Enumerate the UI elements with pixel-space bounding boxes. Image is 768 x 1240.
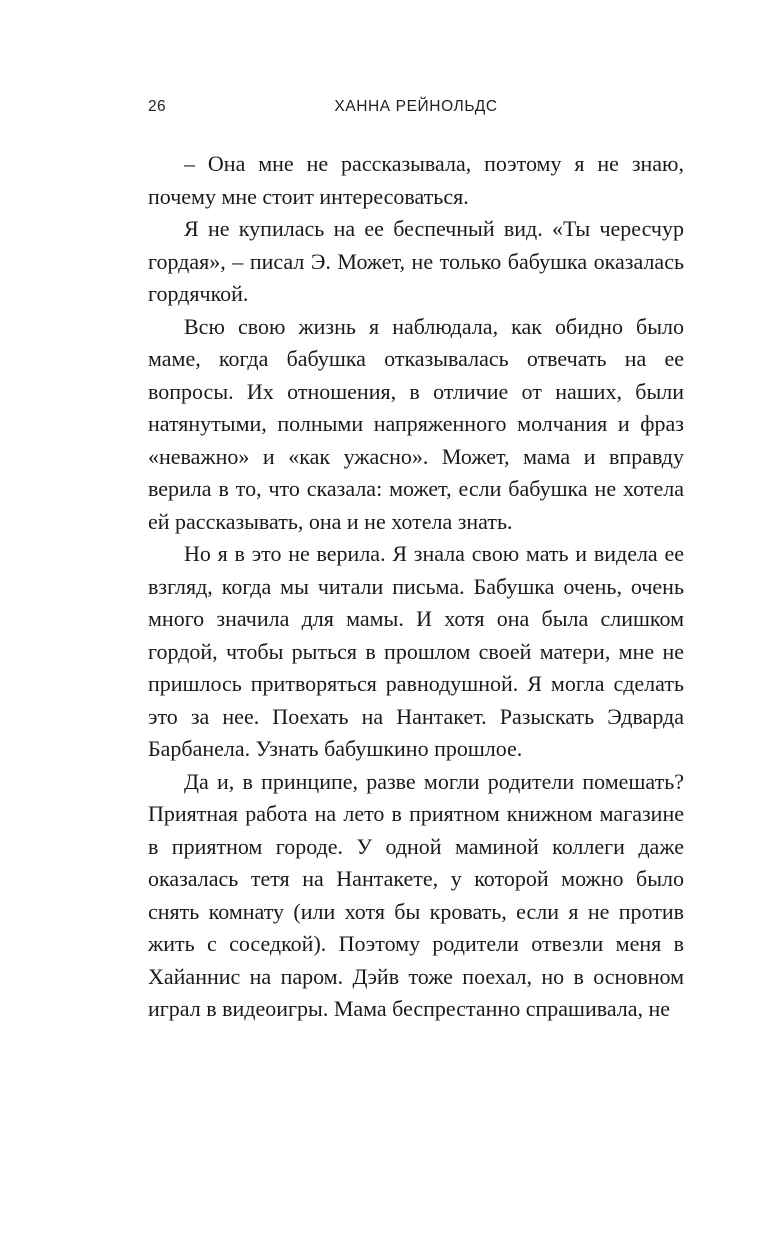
paragraph: Но я в это не верила. Я знала свою мать и видела ее взгляд, когда мы читали письма. Бабушка очень, очень много значила для мамы. И хотя она была слишком гордой, чтобы рыться в прошлом своей матери, мне не пришлось притворяться равнодушной. Я могла сделать это за нее. Поехать на Нантакет. Разыскать Эдварда Барбанела. Узнать бабушкино прошлое. [148,541,684,761]
paragraph: Всю свою жизнь я наблюдала, как обидно было маме, когда бабушка отказывалась отвечать на ее вопросы. Их отношения, в отличие от наших, были натянутыми, полными напряженного молчания и фраз «неважно» и «как ужасно». Может, мама и вправду верила в то, что сказала: может, если бабушка не хотела ей рассказывать, она и не хотела знать. [148,313,684,534]
book-author: ХАННА РЕЙНОЛЬДС [334,98,498,115]
page-number: 26 [148,98,167,115]
paragraph: – Она мне не рассказывала, поэтому я не знаю, почему мне стоит интересоваться. [148,151,684,209]
paragraph: Я не купилась на ее беспечный вид. «Ты чересчур гордая», – писал Э. Может, не только бабушка оказалась гордячкой. [148,216,684,306]
paragraph: Да и, в принципе, разве могли родители помешать? Приятная работа на лето в приятном книжном магазине в приятном городе. У одной маминой коллеги даже оказалась тетя на Нантакете, у которой можно было снять комнату (или хотя бы кровать, если я не против жить с соседкой). Поэтому родители отвезли меня в Хайаннис на паром. Дэйв тоже поехал, но в основном играл в видеоигры. Мама беспрестанно спрашивала, не [148,768,684,1021]
running-header [148,98,684,122]
body-text [148,148,684,1026]
